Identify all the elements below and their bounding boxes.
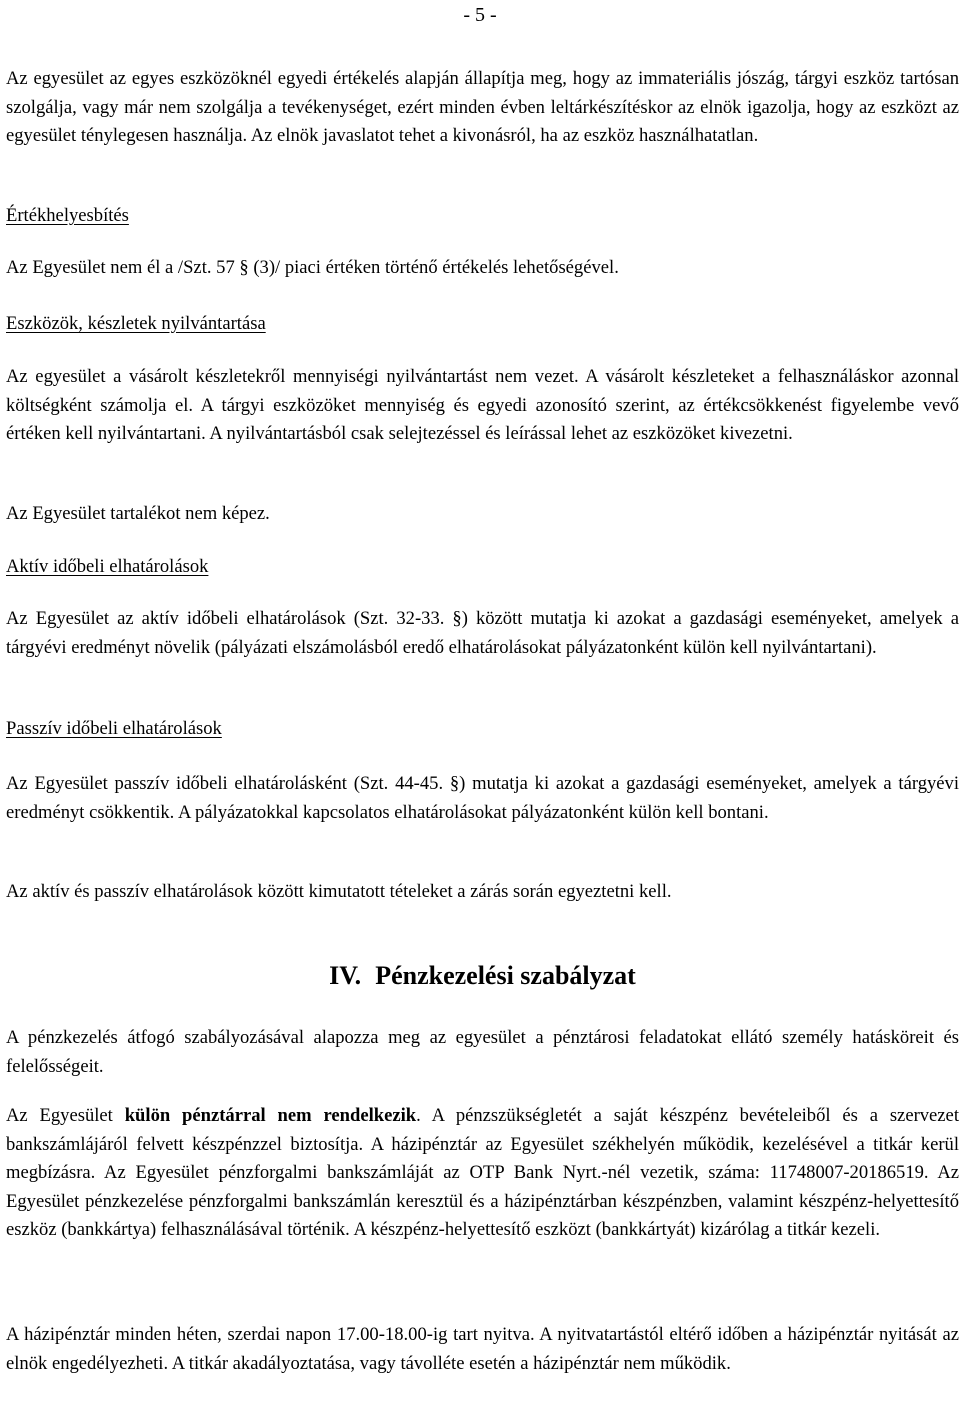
paragraph-text: Az egyesület az egyes eszközöknél egyedi értékelés alapján állapítja meg, hogy az immateriális jószág, tárgyi eszköz tartósan szolgálja, vagy már nem szolgálja a tevékenységet, ezért minden évben leltárkészítéskor az elnök igazolja, hogy az eszközt az egyesület ténylegesen használja. Az elnök javaslatot tehet a kivonásról, ha az eszköz használhatatlan.: [6, 68, 959, 146]
section-heading: [6, 960, 959, 992]
heading-passziv-elhatarolasok: [6, 715, 959, 744]
paragraph-active-accruals: [6, 605, 959, 662]
page-number: - 5 -: [463, 4, 497, 26]
heading-eszkozok-keszletek: [6, 310, 959, 339]
section-title: Pénzkezelési szabályzat: [375, 961, 636, 990]
paragraph-reserves: [6, 500, 959, 529]
paragraph-cash-desk: [6, 1102, 959, 1245]
bold-text-run: külön pénztárral nem rendelkezik: [124, 1105, 417, 1126]
heading-text: Eszközök, készletek nyilvántartása: [6, 313, 266, 334]
paragraph-inventory: [6, 363, 959, 449]
paragraph-text: A házipénztár minden héten, szerdai napon 17.00-18.00-ig tart nyitva. A nyitvatartástól eltérő időben a házipénztár nyitását az elnök engedélyezheti. A titkár akadályoztatása, vagy távolléte esetén a házipénztár nem működik.: [6, 1324, 959, 1374]
paragraph-asset-evaluation: [6, 65, 959, 151]
paragraph-text: Az aktív és passzív elhatárolások között kimutatott tételeket a zárás során egyeztetni kell.: [6, 881, 672, 902]
paragraph-text: Az egyesület a vásárolt készletekről mennyiségi nyilvántartást nem vezet. A vásárolt készleteket a felhasználáskor azonnal költségként számolja el. A tárgyi eszközöket mennyiség és egyedi azonosító szerint, az értékcsökkenést figyelembe vevő értéken kell nyilvántartani. A nyilvántartásból csak selejtezéssel és leírással lehet az eszközöket kivezetni.: [6, 366, 959, 444]
text-run: Az Egyesület: [6, 1105, 125, 1126]
heading-text: Aktív időbeli elhatárolások: [6, 556, 209, 577]
paragraph-opening-hours: [6, 1321, 959, 1378]
heading-text: Passzív időbeli elhatárolások: [6, 718, 222, 739]
paragraph-text: Az Egyesület nem él a /Szt. 57 § (3)/ piaci értéken történő értékelés lehetőségével.: [6, 257, 619, 278]
paragraph-passive-accruals: [6, 770, 959, 827]
paragraph-text: Az Egyesület az aktív időbeli elhatárolások (Szt. 32-33. §) között mutatja ki azokat a gazdasági eseményeket, amelyek a tárgyévi eredményt növelik (pályázati elszámolásból eredő elhatárolásokat pályázatonként külön kell nyilvántartani).: [6, 608, 959, 658]
paragraph-text: [6, 1102, 959, 1245]
paragraph-revaluation: [6, 254, 959, 283]
paragraph-text: A pénzkezelés átfogó szabályozásával alapozza meg az egyesület a pénztárosi feladatokat ellátó személy hatásköreit és felelősségeit.: [6, 1027, 959, 1077]
heading-ertekhelyesbites: [6, 202, 959, 231]
section-number: IV.: [329, 961, 362, 990]
paragraph-text: Az Egyesület passzív időbeli elhatárolásként (Szt. 44-45. §) mutatja ki azokat a gazdasági eseményeket, amelyek a tárgyévi eredményt csökkentik. A pályázatokkal kapcsolatos elhatárolásokat pályázatonként külön kell bontani.: [6, 773, 959, 823]
paragraph-cash-management-intro: [6, 1024, 959, 1081]
paragraph-reconciliation: [6, 878, 959, 907]
text-run: . A pénzszükségletét a saját készpénz bevételeiből és a szervezet bankszámlájáról felvett készpénzzel biztosítja. A házipénztár az Egyesület székhelyén működik, kezelésével a titkár kerül megbízásra. Az Egyesület pénzforgalmi bankszámláját az OTP Bank Nyrt.-nél vezetik, száma: 11748007-20186519. Az Egyesület pénzkezelése pénzforgalmi bankszámlán keresztül és a házipénztárban készpénzben, valamint készpénz-helyettesítő eszköz (bankkártya) felhasználásával történik. A készpénz-helyettesítő eszközt (bankkártyát) kizárólag a titkár kezeli.: [6, 1105, 959, 1240]
heading-text: Értékhelyesbítés: [6, 205, 129, 226]
heading-aktiv-elhatarolasok: [6, 553, 959, 582]
paragraph-text: Az Egyesület tartalékot nem képez.: [6, 503, 270, 524]
